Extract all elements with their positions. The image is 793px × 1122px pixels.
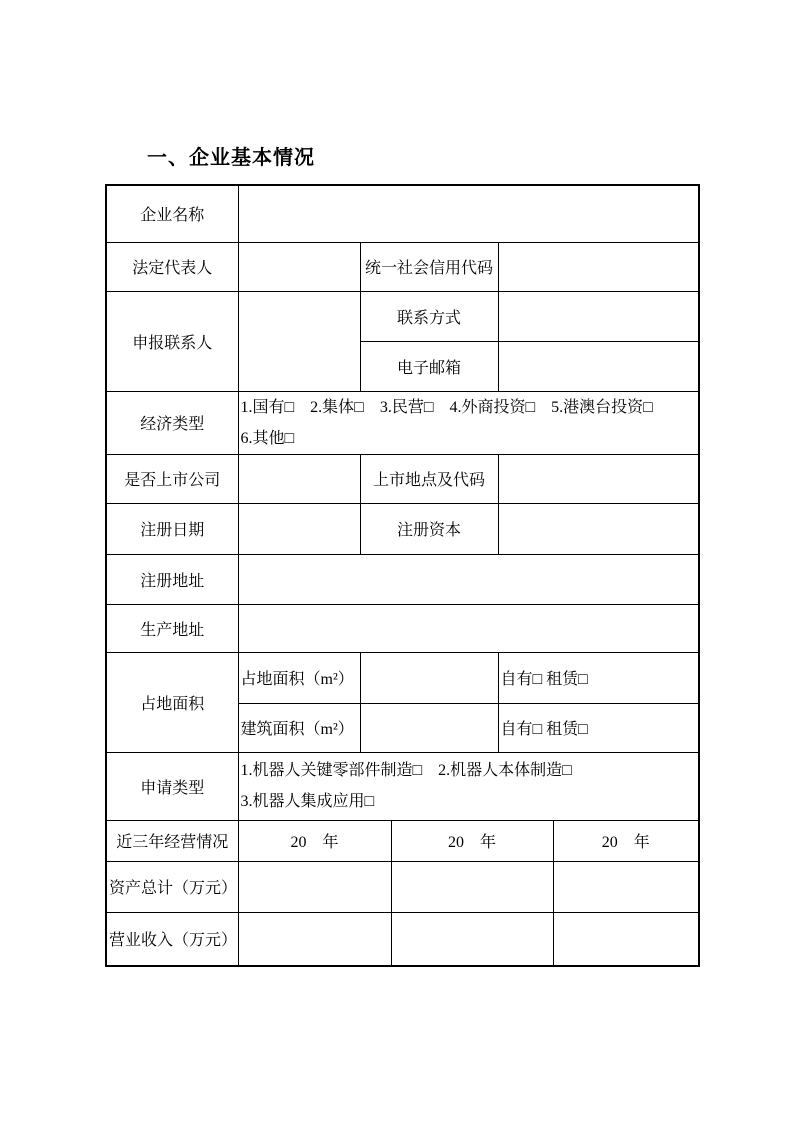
legal-rep-label: 法定代表人 <box>106 242 238 291</box>
application-type-options-cell <box>238 752 699 820</box>
economic-type-options-line1[interactable]: 1.国有□ 2.集体□ 3.民营□ 4.外商投资□ 5.港澳台投资□ <box>240 398 653 416</box>
total-assets-y2-input-cell[interactable] <box>391 861 553 912</box>
year-1-header-cell[interactable]: 20 年 <box>238 820 391 861</box>
contact-method-label: 联系方式 <box>360 291 498 341</box>
row-listed-company <box>106 454 699 503</box>
row-registered-address <box>106 554 699 604</box>
row-registration-date <box>106 503 699 554</box>
application-type-options-line1[interactable]: 1.机器人关键零部件制造□ 2.机器人本体制造□ <box>240 762 572 779</box>
reg-address-label: 注册地址 <box>106 554 238 604</box>
total-assets-label: 资产总计（万元） <box>106 861 238 912</box>
row-contact-method <box>106 291 699 341</box>
land-area-label: 占地面积 <box>106 652 238 752</box>
listing-place-input-cell[interactable] <box>498 454 699 503</box>
revenue-y1-input-cell[interactable] <box>238 912 391 966</box>
row-total-assets <box>106 861 699 912</box>
row-recent-years-header <box>106 820 699 861</box>
reg-date-label: 注册日期 <box>106 503 238 554</box>
row-operating-revenue <box>106 912 699 966</box>
email-label: 电子邮箱 <box>360 341 498 391</box>
revenue-label: 营业收入（万元） <box>106 912 238 966</box>
total-assets-y3-input-cell[interactable] <box>553 861 699 912</box>
row-legal-rep <box>106 242 699 291</box>
application-type-label: 申请类型 <box>106 752 238 820</box>
land-area-m2-label: 占地面积（m²） <box>238 652 360 703</box>
year-3-header-cell[interactable]: 20 年 <box>553 820 699 861</box>
building-area-input-cell[interactable] <box>360 703 498 752</box>
reg-address-input-cell[interactable] <box>238 554 699 604</box>
reg-date-input-cell[interactable] <box>238 503 360 554</box>
land-area-input-cell[interactable] <box>360 652 498 703</box>
prod-address-label: 生产地址 <box>106 604 238 652</box>
section-title: 一、企业基本情况 <box>147 147 315 169</box>
row-production-address <box>106 604 699 652</box>
building-area-own-rent-options[interactable]: 自有□ 租赁□ <box>498 703 699 752</box>
year-2-header-cell[interactable]: 20 年 <box>391 820 553 861</box>
economic-type-options-cell <box>238 391 699 454</box>
is-listed-input-cell[interactable] <box>238 454 360 503</box>
email-input-cell[interactable] <box>498 341 699 391</box>
credit-code-input-cell[interactable] <box>498 242 699 291</box>
enterprise-basic-info-table <box>105 184 700 967</box>
land-area-own-rent-options[interactable]: 自有□ 租赁□ <box>498 652 699 703</box>
total-assets-y1-input-cell[interactable] <box>238 861 391 912</box>
revenue-y2-input-cell[interactable] <box>391 912 553 966</box>
contact-person-label: 申报联系人 <box>106 291 238 391</box>
is-listed-label: 是否上市公司 <box>106 454 238 503</box>
credit-code-label: 统一社会信用代码 <box>360 242 498 291</box>
prod-address-input-cell[interactable] <box>238 604 699 652</box>
building-area-m2-label: 建筑面积（m²） <box>238 703 360 752</box>
revenue-y3-input-cell[interactable] <box>553 912 699 966</box>
application-type-options-line2[interactable]: 3.机器人集成应用□ <box>240 793 375 810</box>
reg-capital-input-cell[interactable] <box>498 503 699 554</box>
company-name-input-cell[interactable] <box>238 185 699 242</box>
row-economic-type <box>106 391 699 454</box>
row-land-area <box>106 652 699 703</box>
row-application-type <box>106 752 699 820</box>
contact-method-input-cell[interactable] <box>498 291 699 341</box>
economic-type-options-line2[interactable]: 6.其他□ <box>240 429 295 447</box>
listing-place-label: 上市地点及代码 <box>360 454 498 503</box>
legal-rep-input-cell[interactable] <box>238 242 360 291</box>
reg-capital-label: 注册资本 <box>360 503 498 554</box>
economic-type-label: 经济类型 <box>106 391 238 454</box>
row-company-name <box>106 185 699 242</box>
contact-person-input-cell[interactable] <box>238 291 360 391</box>
recent-years-label: 近三年经营情况 <box>106 820 238 861</box>
company-name-label: 企业名称 <box>106 185 238 242</box>
